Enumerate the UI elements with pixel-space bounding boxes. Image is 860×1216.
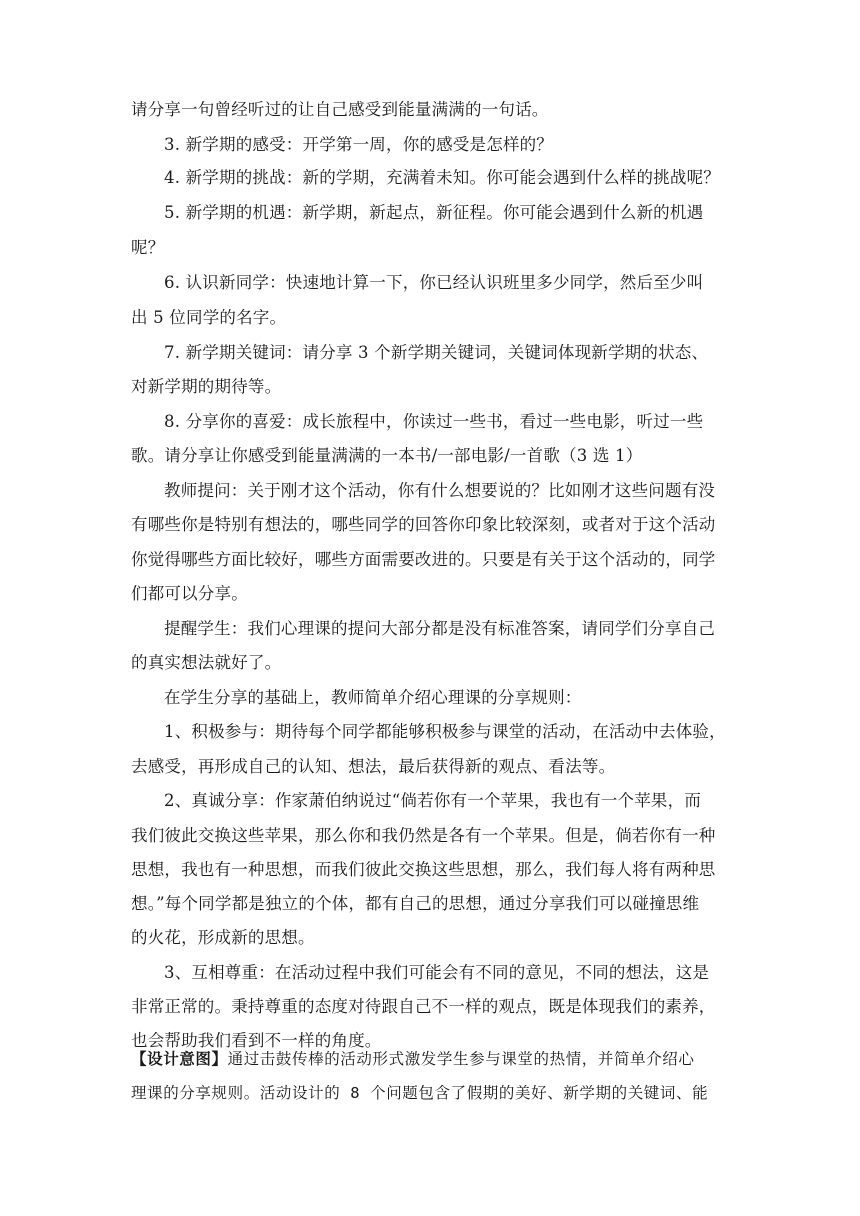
design-intent-line-2: 理课的分享规则。活动设计的 8 个问题包含了假期的美好、新学期的关键词、能 (131, 1084, 709, 1102)
design-intent-label: 【设计意图】 (131, 1050, 228, 1068)
paragraph-line: 我们彼此交换这些苹果，那么你和我仍然是各有一个苹果。但是，倘若你有一种 (131, 826, 716, 845)
paragraph-line: 出 5 位同学的名字。 (131, 308, 287, 327)
paragraph-line: 想。”每个同学都是独立的个体，都有自己的思想，通过分享我们可以碰撞思维 (131, 894, 700, 913)
paragraph-line: 请分享一句曾经听过的让自己感受到能量满满的一句话。 (131, 100, 549, 119)
paragraph-line: 呢？ (131, 238, 165, 257)
paragraph-line: 歌。请分享让你感受到能量满满的一本书/一部电影/一首歌（3 选 1） (131, 446, 643, 465)
design-intent-text-1: 通过击鼓传棒的活动形式激发学生参与课堂的热情，并简单介绍心 (227, 1050, 695, 1068)
paragraph-line: 在学生分享的基础上，教师简单介绍心理课的分享规则： (164, 688, 582, 707)
paragraph-line: 3、互相尊重：在活动过程中我们可能会有不同的意见，不同的想法，这是 (164, 963, 710, 982)
paragraph-line: 你觉得哪些方面比较好，哪些方面需要改进的。只要是有关于这个活动的，同学 (131, 550, 716, 569)
paragraph-line: 们都可以分享。 (131, 584, 248, 603)
paragraph-line: 提醒学生：我们心理课的提问大部分都是没有标准答案，请同学们分享自己 (164, 619, 716, 638)
paragraph-line: 的火花，形成新的思想。 (131, 928, 315, 947)
paragraph-line: 4. 新学期的挑战：新的学期，充满着未知。你可能会遇到什么样的挑战呢？ (164, 168, 720, 187)
design-intent-line-1 (131, 1048, 731, 1070)
paragraph-line: 去感受，再形成自己的认知、想法，最后获得新的观点、看法等。 (131, 757, 616, 776)
paragraph-line: 2、真诚分享：作家萧伯纳说过“倘若你有一个苹果，我也有一个苹果，而 (164, 791, 702, 810)
paragraph-line: 也会帮助我们看到不一样的角度。 (131, 1031, 382, 1050)
paragraph-line: 3. 新学期的感受：开学第一周，你的感受是怎样的？ (164, 135, 553, 154)
paragraph-line: 7. 新学期关键词：请分享 3 个新学期关键词，关键词体现新学期的状态、 (164, 343, 709, 362)
paragraph-line: 6. 认识新同学：快速地计算一下，你已经认识班里多少同学，然后至少叫 (164, 273, 704, 292)
paragraph-line: 教师提问：关于刚才这个活动，你有什么想要说的？比如刚才这些问题有没 (164, 481, 716, 500)
paragraph-line: 1、积极参与：期待每个同学都能够积极参与课堂的活动，在活动中去体验， (164, 722, 726, 741)
paragraph-line: 对新学期的期待等。 (131, 377, 282, 396)
paragraph-line: 思想，我也有一种思想，而我们彼此交换这些思想，那么，我们每人将有两种思 (131, 860, 716, 879)
paragraph-line: 的真实想法就好了。 (131, 653, 282, 672)
paragraph-line: 8. 分享你的喜爱：成长旅程中，你读过一些书，看过一些电影，听过一些 (164, 412, 704, 431)
paragraph-line: 有哪些你是特别有想法的，哪些同学的回答你印象比较深刻，或者对于这个活动 (131, 515, 716, 534)
paragraph-line: 5. 新学期的机遇：新学期，新起点，新征程。你可能会遇到什么新的机遇 (164, 203, 704, 222)
paragraph-line: 非常正常的。秉持尊重的态度对待跟自己不一样的观点，既是体现我们的素养， (131, 997, 716, 1016)
